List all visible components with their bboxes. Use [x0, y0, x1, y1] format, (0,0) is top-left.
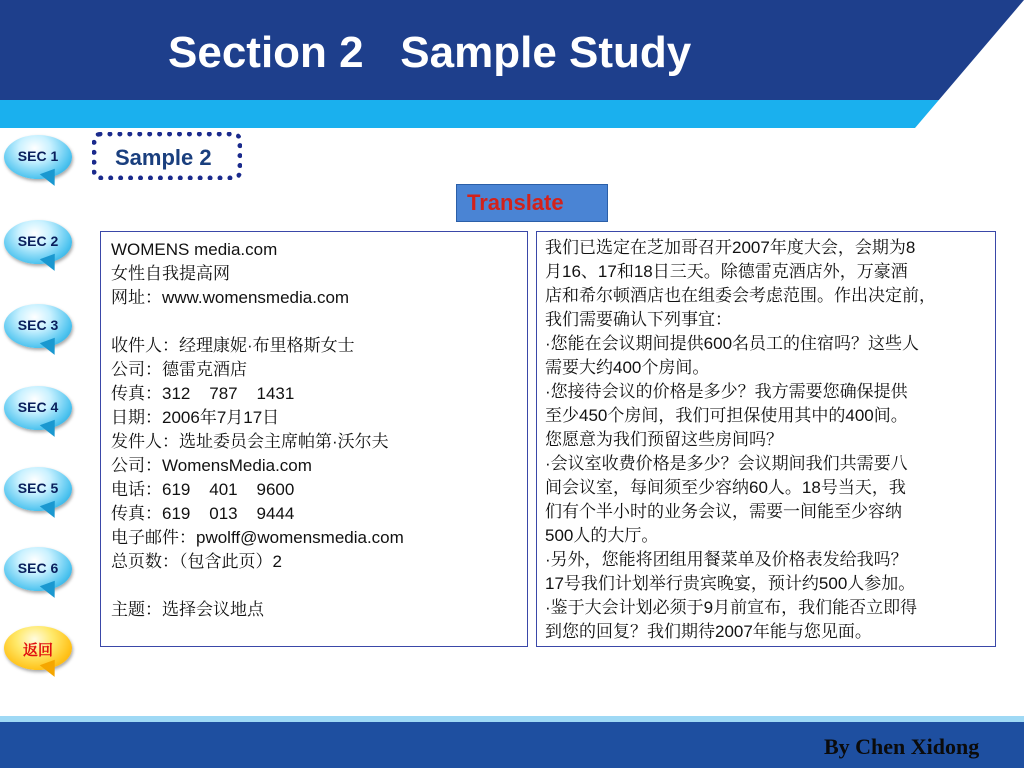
letter-line: 我们需要确认下列事宜：: [545, 310, 732, 329]
fax-line: 收件人：经理康妮·布里格斯女士: [111, 336, 355, 355]
letter-line: 您愿意为我们预留这些房间吗？: [545, 430, 783, 449]
nav-sec3-label: SEC 3: [17, 317, 59, 333]
nav-sec6-label: SEC 6: [17, 560, 59, 576]
fax-line: 日期：2006年7月17日: [111, 408, 280, 427]
nav-sec5-button[interactable]: [4, 467, 72, 523]
fax-line: 电话：619 401 9600: [111, 480, 295, 499]
fax-line: 传真：619 013 9444: [111, 504, 295, 523]
back-label: 返回: [22, 642, 53, 659]
letter-line: ·另外，您能将团组用餐菜单及价格表发给我吗？: [545, 550, 908, 569]
nav-sec1-button[interactable]: [4, 135, 72, 191]
letter-line: 到您的回复？我们期待2007年能与您见面。: [545, 622, 872, 641]
nav-sec4-label: SEC 4: [17, 399, 59, 415]
letter-line: 需要大约400个房间。: [545, 358, 710, 377]
header-stripe: [0, 100, 1024, 128]
nav-sec4-button[interactable]: [4, 386, 72, 442]
fax-line: 传真：312 787 1431: [111, 384, 295, 403]
letter-line: 月16、17和18日三天。除德雷克酒店外，万豪酒: [545, 262, 908, 281]
letter-line: 们有个半小时的业务会议，需要一间能至少容纳: [545, 502, 902, 521]
fax-line: 发件人：选址委员会主席帕第·沃尔夫: [111, 432, 389, 451]
letter-line: 我们已选定在芝加哥召开2007年度大会，会期为8: [545, 238, 916, 257]
letter-line: ·鉴于大会计划必须于9月前宣布，我们能否立即得: [545, 598, 918, 617]
fax-line: 公司：德雷克酒店: [111, 360, 247, 379]
nav-sec6-button[interactable]: [4, 547, 72, 603]
nav-sec5-label: SEC 5: [17, 480, 59, 496]
letter-line: 店和希尔顿酒店也在组委会考虑范围。作出决定前，: [545, 286, 936, 305]
fax-line: 电子邮件：pwolff@womensmedia.com: [111, 528, 404, 547]
sample-label-frame: [92, 132, 242, 180]
back-button[interactable]: [4, 626, 72, 682]
english-fax-panel: [100, 231, 528, 647]
fax-line: 总页数：（包含此页）2: [111, 552, 282, 571]
header-corner-cut: [915, 0, 1024, 128]
fax-line: 公司：WomensMedia.com: [111, 456, 312, 475]
fax-line: 主题：选择会议地点: [111, 600, 264, 619]
letter-line: 500人的大厅。: [545, 526, 659, 545]
letter-line: 17号我们计划举行贵宾晚宴，预计约500人参加。: [545, 574, 916, 593]
fax-line: WOMENS media.com: [111, 240, 278, 259]
author-byline: By Chen Xidong: [824, 734, 980, 759]
nav-sec2-label: SEC 2: [17, 233, 59, 249]
chinese-letter-panel: [536, 231, 996, 647]
fax-line: 女性自我提高网: [111, 264, 230, 283]
sample-label: Sample 2: [115, 145, 212, 170]
letter-line: ·您能在会议期间提供600名员工的住宿吗？这些人: [545, 334, 920, 353]
translate-button[interactable]: [456, 184, 608, 222]
letter-line: ·您接待会议的价格是多少？我方需要您确保提供: [545, 382, 908, 401]
fax-line: [111, 310, 517, 334]
translate-label: Translate: [467, 190, 564, 215]
page-title: Section 2 Sample Study: [168, 28, 692, 77]
nav-sec1-label: SEC 1: [17, 148, 59, 164]
nav-sec3-button[interactable]: [4, 304, 72, 360]
fax-line: 网址：www.womensmedia.com: [111, 288, 350, 307]
nav-sec2-button[interactable]: [4, 220, 72, 276]
letter-line: ·会议室收费价格是多少？会议期间我们共需要八: [545, 454, 908, 473]
letter-line: 至少450个房间，我们可担保使用其中的400间。: [545, 406, 908, 425]
fax-line: [111, 574, 517, 598]
letter-line: 间会议室，每间须至少容纳60人。18号当天，我: [545, 478, 906, 497]
